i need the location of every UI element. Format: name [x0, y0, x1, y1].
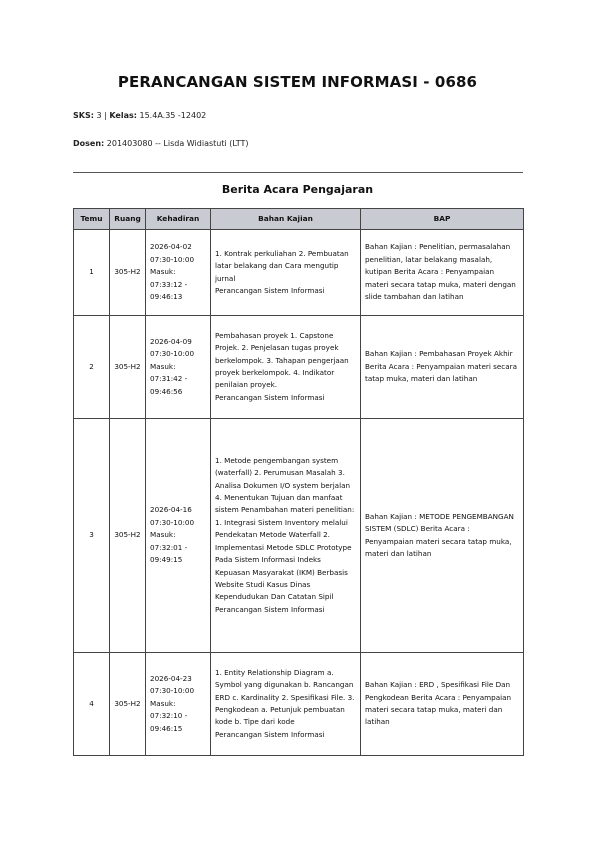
- lecturer-info: [73, 139, 248, 148]
- kehadiran-cell: [146, 316, 211, 419]
- check-in-label: Masuk:: [150, 530, 176, 540]
- material-text: 1. Entity Relationship Diagram a. Symbol yang digunakan b. Rancangan ERD c. Kardinality 2. Spesifikasi File. 3. Pengkodean a. Petunjuk pembuatan kode b. Tipe dari kode: [215, 667, 355, 727]
- divider: [73, 172, 523, 173]
- bap-cell: Bahan Kajian : ERD , Spesifikasi File Dan Pengkodean Berita Acara : Penyampaian materi secara tatap muka, materi dan latihan: [361, 653, 524, 756]
- check-in-time: 07:33:12 -: [150, 279, 188, 289]
- bap-cell: Bahan Kajian : METODE PENGEMBANGAN SISTEM (SDLC) Berita Acara : Penyampaian materi secara tatap muka, materi dan latihan: [361, 419, 524, 653]
- temu-cell: 2: [74, 316, 110, 419]
- check-in-time: 07:32:10 -: [150, 711, 188, 721]
- check-in-label: Masuk:: [150, 267, 176, 277]
- ruang-cell: 305-H2: [110, 316, 146, 419]
- table-row: [74, 419, 524, 653]
- table-row: [74, 653, 524, 756]
- ruang-cell: 305-H2: [110, 653, 146, 756]
- date: 2026-04-16: [150, 505, 192, 515]
- bahan-kajian-cell: [211, 419, 361, 653]
- course-name: Perancangan Sistem Informasi: [215, 729, 325, 739]
- dosen-label: Dosen:: [73, 139, 105, 148]
- header-kehadiran: Kehadiran: [146, 209, 211, 230]
- teaching-record-table: [73, 208, 524, 756]
- course-name: Perancangan Sistem Informasi: [215, 392, 325, 402]
- course-name: Perancangan Sistem Informasi: [215, 604, 325, 614]
- material-text: 1. Metode pengembangan system (waterfall) 2. Perumusan Masalah 3. Analisa Dokumen I/O system berjalan 4. Menentukan Tujuan dan manfaat sistem Penambahan materi penelitian: 1. Integrasi Sistem Inventory melalui Pendekatan Metode Waterfall 2. Implementasi Metode SDLC Prototype Pada Sistem Informasi Indeks Kepuasan Masyarakat (IKM) Berbasis Website Studi Kasus Dinas Kependudukan Dan Catatan Sipil: [215, 455, 355, 602]
- sks-label: SKS:: [73, 111, 94, 120]
- course-name: Perancangan Sistem Informasi: [215, 285, 325, 295]
- temu-cell: 3: [74, 419, 110, 653]
- check-in-label: Masuk:: [150, 361, 176, 371]
- bahan-kajian-cell: [211, 653, 361, 756]
- dosen-value: 201403080 -- Lisda Widiastuti (LTT): [106, 139, 249, 148]
- check-in-time: 07:32:01 -: [150, 542, 188, 552]
- page-title: PERANCANGAN SISTEM INFORMASI - 0686: [117, 73, 478, 91]
- temu-cell: 1: [74, 230, 110, 316]
- ruang-cell: 305-H2: [110, 230, 146, 316]
- temu-cell: 4: [74, 653, 110, 756]
- bahan-kajian-cell: [211, 230, 361, 316]
- header-temu: Temu: [74, 209, 110, 230]
- check-out-time: 09:46:56: [150, 386, 183, 396]
- bap-cell: Bahan Kajian : Pembahasan Proyek Akhir Berita Acara : Penyampaian materi secara tatap muka, materi dan latihan: [361, 316, 524, 419]
- date: 2026-04-02: [150, 242, 192, 252]
- ruang-cell: 305-H2: [110, 419, 146, 653]
- bahan-kajian-cell: [211, 316, 361, 419]
- check-out-time: 09:46:13: [150, 292, 183, 302]
- course-info: [73, 111, 206, 120]
- check-in-label: Masuk:: [150, 698, 176, 708]
- bap-cell: Bahan Kajian : Penelitian, permasalahan penelitian, latar belakang masalah, kutipan Berita Acara : Penyampaian materi secara tatap muka, materi dengan slide tambahan dan latihan: [361, 230, 524, 316]
- check-out-time: 09:46:15: [150, 723, 183, 733]
- table-header-row: [74, 209, 524, 230]
- kelas-value: 15.4A.35 -12402: [139, 111, 207, 120]
- separator: |: [104, 111, 107, 120]
- kehadiran-cell: [146, 653, 211, 756]
- material-text: 1. Kontrak perkuliahan 2. Pembuatan latar belakang dan Cara mengutip jurnal: [215, 248, 349, 283]
- schedule: 07:30-10:00: [150, 349, 195, 359]
- date: 2026-04-23: [150, 673, 192, 683]
- date: 2026-04-09: [150, 336, 192, 346]
- schedule: 07:30-10:00: [150, 686, 195, 696]
- material-text: Pembahasan proyek 1. Capstone Projek. 2. Penjelasan tugas proyek berkelompok. 3. Tahapan pengerjaan proyek berkelompok. 4. Indikator penilaian proyek.: [215, 330, 349, 390]
- section-title: Berita Acara Pengajaran: [221, 183, 374, 196]
- kehadiran-cell: [146, 230, 211, 316]
- header-bahan-kajian: Bahan Kajian: [211, 209, 361, 230]
- check-out-time: 09:49:15: [150, 555, 183, 565]
- header-ruang: Ruang: [110, 209, 146, 230]
- header-bap: BAP: [361, 209, 524, 230]
- check-in-time: 07:31:42 -: [150, 374, 188, 384]
- schedule: 07:30-10:00: [150, 517, 195, 527]
- sks-value: 3: [96, 111, 102, 120]
- schedule: 07:30-10:00: [150, 254, 195, 264]
- kelas-label: Kelas:: [109, 111, 137, 120]
- table-row: [74, 230, 524, 316]
- kehadiran-cell: [146, 419, 211, 653]
- table-row: [74, 316, 524, 419]
